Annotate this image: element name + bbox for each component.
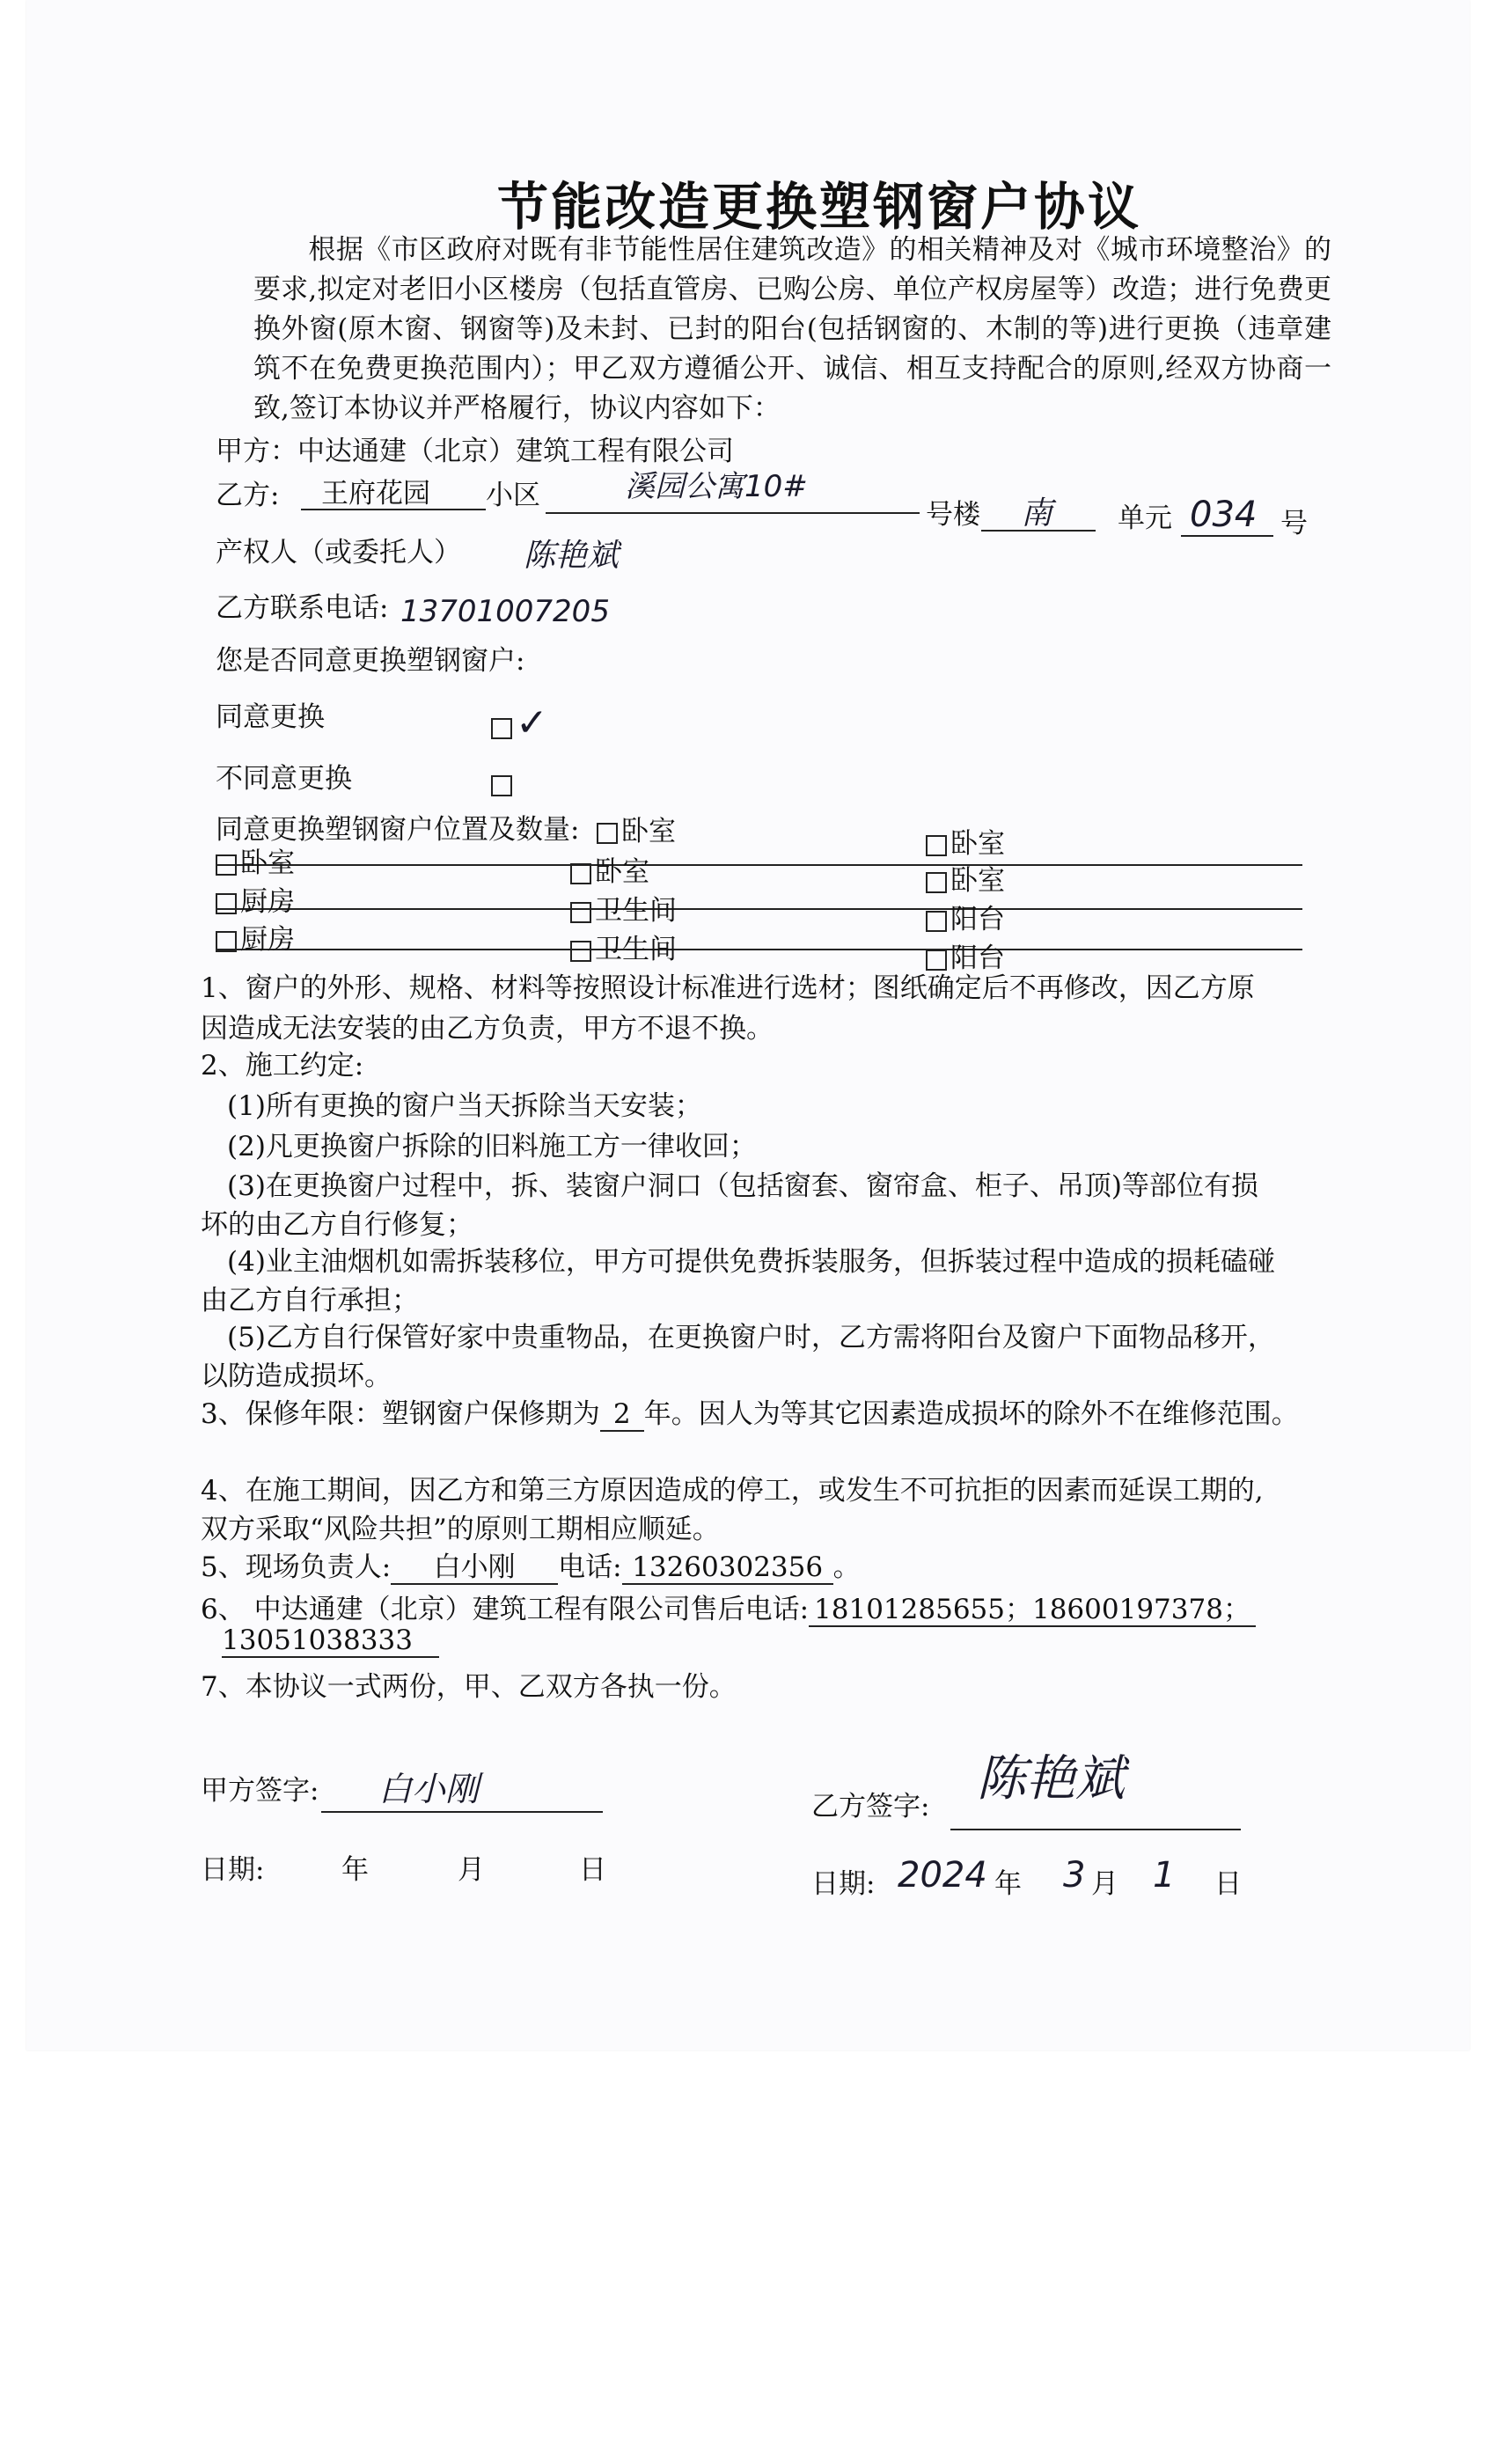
checkbox-icon	[597, 823, 618, 844]
position-cell: 卧室	[926, 861, 1005, 902]
clause-1: 1、窗户的外形、规格、材料等按照设计标准进行选材；图纸确定后不再修改，因乙方原因造成无法安装的由乙方负责，甲方不退不换。	[201, 972, 1255, 1045]
position-cell: 卧室	[926, 824, 1005, 865]
building-value: 溪园公寓10#	[625, 469, 808, 504]
agree-label: 同意更换	[216, 701, 325, 733]
position-cell: 厨房	[216, 920, 295, 961]
agree-question: 您是否同意更换塑钢窗户:	[216, 645, 525, 677]
clause-6: 6、 中达通建（北京）建筑工程有限公司售后电话: 18101285655；18600197378；	[201, 1589, 1256, 1631]
position-cell: 卫生间	[570, 891, 677, 932]
checkbox-icon	[926, 911, 947, 932]
party-b-day: 日	[1214, 1868, 1242, 1900]
intro-paragraph	[253, 231, 1331, 429]
party-b-year-value: 2024	[898, 1855, 987, 1896]
building-suffix: 号楼	[926, 499, 980, 531]
site-manager-name: 白小刚	[391, 1551, 558, 1585]
party-a-year: 年	[341, 1854, 369, 1886]
owner-label: 产权人（或委托人）	[216, 537, 461, 568]
party-b-month: 月	[1091, 1868, 1118, 1900]
after-sales-phone-3: 13051038333	[222, 1624, 439, 1658]
checkbox-icon	[926, 950, 947, 971]
clause-2: 2、施工约定:	[201, 1050, 364, 1082]
clause-4: 4、在施工期间，因乙方和第三方原因造成的停工，或发生不可抗拒的因素而延误工期的,双方采取“风险共担”的原则工期相应顺延。	[201, 1475, 1264, 1545]
checkbox-icon	[570, 941, 591, 962]
party-b-sign-line	[950, 1829, 1241, 1830]
phone-value: 13701007205	[400, 594, 610, 629]
checkbox-icon	[926, 835, 947, 856]
unit-suffix: 单元	[1118, 502, 1172, 534]
row-line	[216, 949, 1302, 950]
owner-signature: 陈艳斌	[524, 538, 620, 574]
checkbox-icon	[491, 718, 512, 739]
intro-text: 根据《市区政府对既有非节能性居住建筑改造》的相关精神及对《城市环境整治》的要求,拟定对老旧小区楼房（包括直管房、已购公房、单位产权房屋等）改造；进行免费更换外窗(原木窗、钢窗等)及未封、已封的阳台(包括钢窗的、木制的等)进行更换（违章建筑不在免费更换范围内）；甲乙双方遵循公开、诚信、相互支持配合的原则,经双方协商一致,签订本协议并严格履行，协议内容如下：	[253, 234, 1331, 424]
clause-2-2: (2)凡更换窗户拆除的旧料施工方一律收回；	[227, 1131, 757, 1162]
checkbox-icon	[491, 775, 512, 796]
unit-value: 南	[1021, 495, 1053, 532]
community-suffix: 小区	[486, 480, 540, 511]
position-cell: 阳台	[926, 899, 1005, 941]
party-b-label: 乙方:	[216, 480, 280, 511]
position-cell: 阳台	[926, 938, 1005, 979]
disagree-label: 不同意更换	[216, 763, 352, 795]
party-a-sign-line	[321, 1811, 603, 1813]
clause-2-3: (3)在更换窗户过程中，拆、装窗户洞口（包括窗套、窗帘盒、柜子、吊顶)等部位有损坏的由乙方自行修复；	[201, 1170, 1259, 1241]
clause-2-4: (4)业主油烟机如需拆装移位，甲方可提供免费拆装服务，但拆装过程中造成的损耗磕碰由乙方自行承担；	[201, 1246, 1275, 1316]
party-a-sign-label: 甲方签字:	[201, 1775, 319, 1807]
position-cell: 卧室	[216, 843, 295, 884]
clause-2-1: (1)所有更换的窗户当天拆除当天安装；	[227, 1090, 702, 1122]
party-b-day-value: 1	[1153, 1855, 1176, 1896]
agree-checkbox	[491, 702, 548, 748]
checkbox-icon	[216, 931, 237, 952]
party-a-month: 月	[458, 1854, 485, 1886]
party-b-month-value: 3	[1063, 1855, 1086, 1896]
party-b-year: 年	[994, 1868, 1022, 1900]
row-line	[216, 864, 1302, 866]
room-suffix: 号	[1280, 508, 1308, 539]
row-line	[216, 908, 1302, 910]
position-cell: 卧室	[570, 852, 649, 893]
site-manager-phone: 13260302356	[622, 1551, 833, 1585]
checkbox-icon	[216, 893, 237, 914]
party-a-date-label: 日期:	[201, 1854, 265, 1886]
positions-label: 同意更换塑钢窗户位置及数量:	[216, 814, 580, 846]
clause-3: 3、保修年限：塑钢窗户保修期为 2 年。因人为等其它因素造成损坏的除外不在维修范围。	[201, 1398, 1299, 1430]
position-cell: 厨房	[216, 882, 295, 923]
phone-label: 乙方联系电话:	[216, 592, 389, 624]
clause-7: 7、本协议一式两份，甲、乙双方各执一份。	[201, 1671, 737, 1703]
party-b-signature: 陈艳斌	[977, 1750, 1125, 1808]
room-value: 034	[1190, 495, 1258, 535]
party-a: 甲方：中达通建（北京）建筑工程有限公司	[216, 436, 734, 467]
checkbox-icon	[216, 854, 237, 876]
community-value: 王府花园	[321, 478, 430, 510]
warranty-years: 2	[600, 1398, 644, 1432]
party-b-sign-label: 乙方签字:	[811, 1791, 930, 1822]
position-cell: 卧室	[597, 811, 676, 853]
party-a-signature: 白小刚	[378, 1770, 480, 1808]
check-mark: ✓	[516, 700, 548, 745]
after-sales-phones: 18101285655；18600197378；	[809, 1594, 1256, 1627]
disagree-checkbox	[491, 764, 516, 805]
agreement-page	[26, 0, 1470, 2050]
clause-2-5: (5)乙方自行保管好家中贵重物品，在更换窗户时，乙方需将阳台及窗户下面物品移开，以防造成损坏。	[201, 1322, 1275, 1392]
document-title: 节能改造更换塑钢窗户协议	[497, 177, 1142, 237]
clause-5: 5、现场负责人: 白小刚 电话: 13260302356 。	[201, 1551, 861, 1583]
position-cell: 卫生间	[570, 929, 677, 971]
building-line	[546, 512, 920, 514]
party-a-day: 日	[579, 1854, 606, 1886]
checkbox-icon	[570, 902, 591, 923]
checkbox-icon	[926, 872, 947, 893]
party-b-date-label: 日期:	[811, 1868, 876, 1900]
checkbox-icon	[570, 863, 591, 884]
